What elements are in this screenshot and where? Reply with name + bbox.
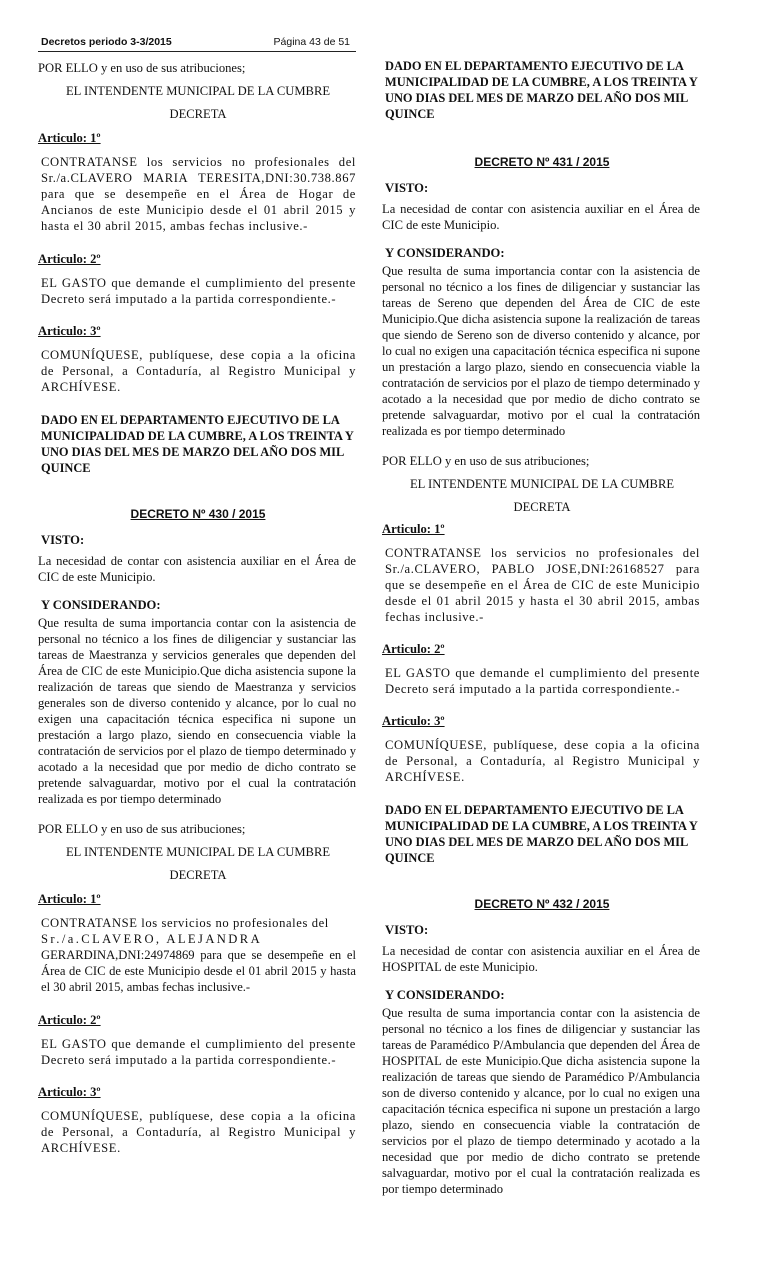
- intendente-heading-431: EL INTENDENTE MUNICIPAL DE LA CUMBRE: [409, 477, 675, 491]
- articulo-3-heading: Articulo: 3º: [38, 324, 101, 338]
- articulo-3-text-431: COMUNÍQUESE, publíquese, dese copia a la oficina de Personal, a Contaduría, al Registro Municipal y ARCHÍVESE.: [385, 738, 700, 784]
- articulo-1-heading-431: Articulo: 1º: [382, 522, 445, 536]
- decreta-heading-2: DECRETA: [169, 868, 227, 882]
- por-ello: POR ELLO y en uso de sus atribuciones;: [38, 61, 246, 75]
- dado-en-block-431: DADO EN EL DEPARTAMENTO EJECUTIVO DE LA MUNICIPALIDAD DE LA CUMBRE, A LOS TREINTA Y UNO DIAS DEL MES DE MARZO DEL AÑO DOS MIL QUINCE: [385, 803, 698, 865]
- articulo-2-heading-431: Articulo: 2º: [382, 642, 445, 656]
- dado-en-block-top: DADO EN EL DEPARTAMENTO EJECUTIVO DE LA MUNICIPALIDAD DE LA CUMBRE, A LOS TREINTA Y UNO DIAS DEL MES DE MARZO DEL AÑO DOS MIL QUINCE: [385, 59, 698, 121]
- articulo-1-text-431: CONTRATANSE los servicios no profesionales del Sr./a.CLAVERO, PABLO JOSE,DNI:26168527 para que se desempeñe en el Área de CIC de este Municipio desde el 01 abril 2015 y hasta el 30 abril 2015, ambas fechas inclusive.-: [385, 546, 700, 624]
- considerando-text: Que resulta de suma importancia contar con la asistencia de personal no técnico a los fines de diligenciar y sustanciar las tareas de Maestranza y servicios generales que dependen del Área de CIC de este Municipio.Que dicha asistencia supone la realización de tareas que siendo de Maestranza y servicios generales son de diverso contenido y alcance, por lo cual no exigen una capacitación técnica especifica ni supone un prestación a largo plazo, siendo en consecuencia viable la contratación de servicios por el plazo de tiempo determinado y acotado a la necesidad que por medio de dicho contrato se pretende salvaguardar, motivo por el cual la contratación realizada es por tiempo determinado: [38, 616, 356, 806]
- articulo-1-text-2: [38, 915, 358, 995]
- articulo-1-text: CONTRATANSE los servicios no profesionales del Sr./a.CLAVERO MARIA TERESITA,DNI:30.738.867 para que se desempeñe en el Área de Hogar de Ancianos de este Municipio desde el 01 abril 2015 y hasta el 30 abril 2015, ambas fechas inclusive.-: [41, 155, 356, 233]
- articulo-3-heading-431: Articulo: 3º: [382, 714, 445, 728]
- considerando-heading-432: Y CONSIDERANDO:: [385, 988, 505, 1002]
- considerando-heading: Y CONSIDERANDO:: [41, 598, 161, 612]
- visto-heading-431: VISTO:: [385, 181, 429, 195]
- considerando-text-432: Que resulta de suma importancia contar con la asistencia de personal no técnico a los fines de diligenciar y sustanciar las tareas de Paramédico P/Ambulancia que dependen del Área de HOSPITAL de este Municipio.Que dicha asistencia supone la realización de tareas que siendo de Paramédico P/Ambulancia son de diverso contenido y alcance, por lo cual no exigen una capacitación técnica especifica ni supone un prestación a largo plazo, siendo en consecuencia viable la contratación de servicios por el plazo de tiempo determinado y acotado a la necesidad que por medio de dicho contrato se pretende salvaguardar, motivo por el cual la contratación realizada es por tiempo determinado: [382, 1006, 700, 1196]
- articulo-3-text: COMUNÍQUESE, publíquese, dese copia a la oficina de Personal, a Contaduría, al Registro Municipal y ARCHÍVESE.: [41, 348, 356, 394]
- articulo-2-text-431: EL GASTO que demande el cumplimiento del presente Decreto será imputado a la partida correspondiente.-: [385, 666, 700, 696]
- decreto-432-title: DECRETO Nº 432 / 2015: [474, 897, 610, 911]
- articulo-2-heading: Articulo: 2º: [38, 252, 101, 266]
- articulo-3-heading-2: Articulo: 3º: [38, 1085, 101, 1099]
- visto-text-431: La necesidad de contar con asistencia auxiliar en el Área de CIC de este Municipio.: [382, 202, 700, 232]
- visto-heading: VISTO:: [41, 533, 85, 547]
- dado-en-block: DADO EN EL DEPARTAMENTO EJECUTIVO DE LA MUNICIPALIDAD DE LA CUMBRE, A LOS TREINTA Y UNO DIAS DEL MES DE MARZO DEL AÑO DOS MIL QUINCE: [41, 413, 354, 475]
- right-column: [382, 58, 702, 1197]
- por-ello-2: POR ELLO y en uso de sus atribuciones;: [38, 822, 246, 836]
- articulo-2-text-2: EL GASTO que demande el cumplimiento del presente Decreto será imputado a la partida correspondiente.-: [41, 1037, 356, 1067]
- articulo-1-line-a: CONTRATANSE los servicios no profesionales del: [41, 916, 329, 930]
- visto-heading-432: VISTO:: [385, 923, 429, 937]
- header-title: Decretos periodo 3-3/2015: [41, 36, 172, 48]
- visto-text: La necesidad de contar con asistencia auxiliar en el Área de CIC de este Municipio.: [38, 554, 356, 584]
- left-column: [38, 60, 358, 1156]
- considerando-text-431: Que resulta de suma importancia contar con la asistencia de personal no técnico a los fines de diligenciar y sustanciar las tareas de Sereno que dependen del Área de CIC de este Municipio.Que dicha asistencia supone la realización de tareas que siendo de Sereno son de diverso contenido y alcance, por lo cual no exigen una capacitación técnica especifica ni supone un prestación a largo plazo, siendo en consecuencia viable la contratación de servicios por el plazo de tiempo determinado y acotado a la necesidad que por medio de dicho contrato se pretende salvaguardar, motivo por el cual la contratación realizada es por tiempo determinado: [382, 264, 700, 438]
- articulo-1-heading-2: Articulo: 1º: [38, 892, 101, 906]
- articulo-1-heading: Articulo: 1º: [38, 131, 101, 145]
- intendente-heading: EL INTENDENTE MUNICIPAL DE LA CUMBRE: [65, 84, 331, 98]
- considerando-heading-431: Y CONSIDERANDO:: [385, 246, 505, 260]
- articulo-1-line-b: Sr./a.CLAVERO, ALEJANDRA: [41, 932, 263, 946]
- articulo-1-line-c: GERARDINA,DNI:24974869 para que se desempeñe en el Área de CIC de este Municipio desde el 01 abril 2015 y hasta el 30 abril 2015, ambas fechas inclusive.-: [41, 948, 356, 994]
- visto-text-432: La necesidad de contar con asistencia auxiliar en el Área de HOSPITAL de este Municipio.: [382, 944, 700, 974]
- articulo-2-text: EL GASTO que demande el cumplimiento del presente Decreto será imputado a la partida correspondiente.-: [41, 276, 356, 306]
- decreto-430-title: DECRETO Nº 430 / 2015: [130, 507, 266, 521]
- articulo-3-text-2: COMUNÍQUESE, publíquese, dese copia a la oficina de Personal, a Contaduría, al Registro Municipal y ARCHÍVESE.: [41, 1109, 356, 1155]
- intendente-heading-2: EL INTENDENTE MUNICIPAL DE LA CUMBRE: [65, 845, 331, 859]
- page-header: [38, 35, 356, 52]
- page-number: Página 43 de 51: [273, 36, 350, 48]
- por-ello-431: POR ELLO y en uso de sus atribuciones;: [382, 454, 590, 468]
- decreta-heading-431: DECRETA: [513, 500, 571, 514]
- decreta-heading: DECRETA: [169, 107, 227, 121]
- articulo-2-heading-2: Articulo: 2º: [38, 1013, 101, 1027]
- decreto-431-title: DECRETO Nº 431 / 2015: [474, 155, 610, 169]
